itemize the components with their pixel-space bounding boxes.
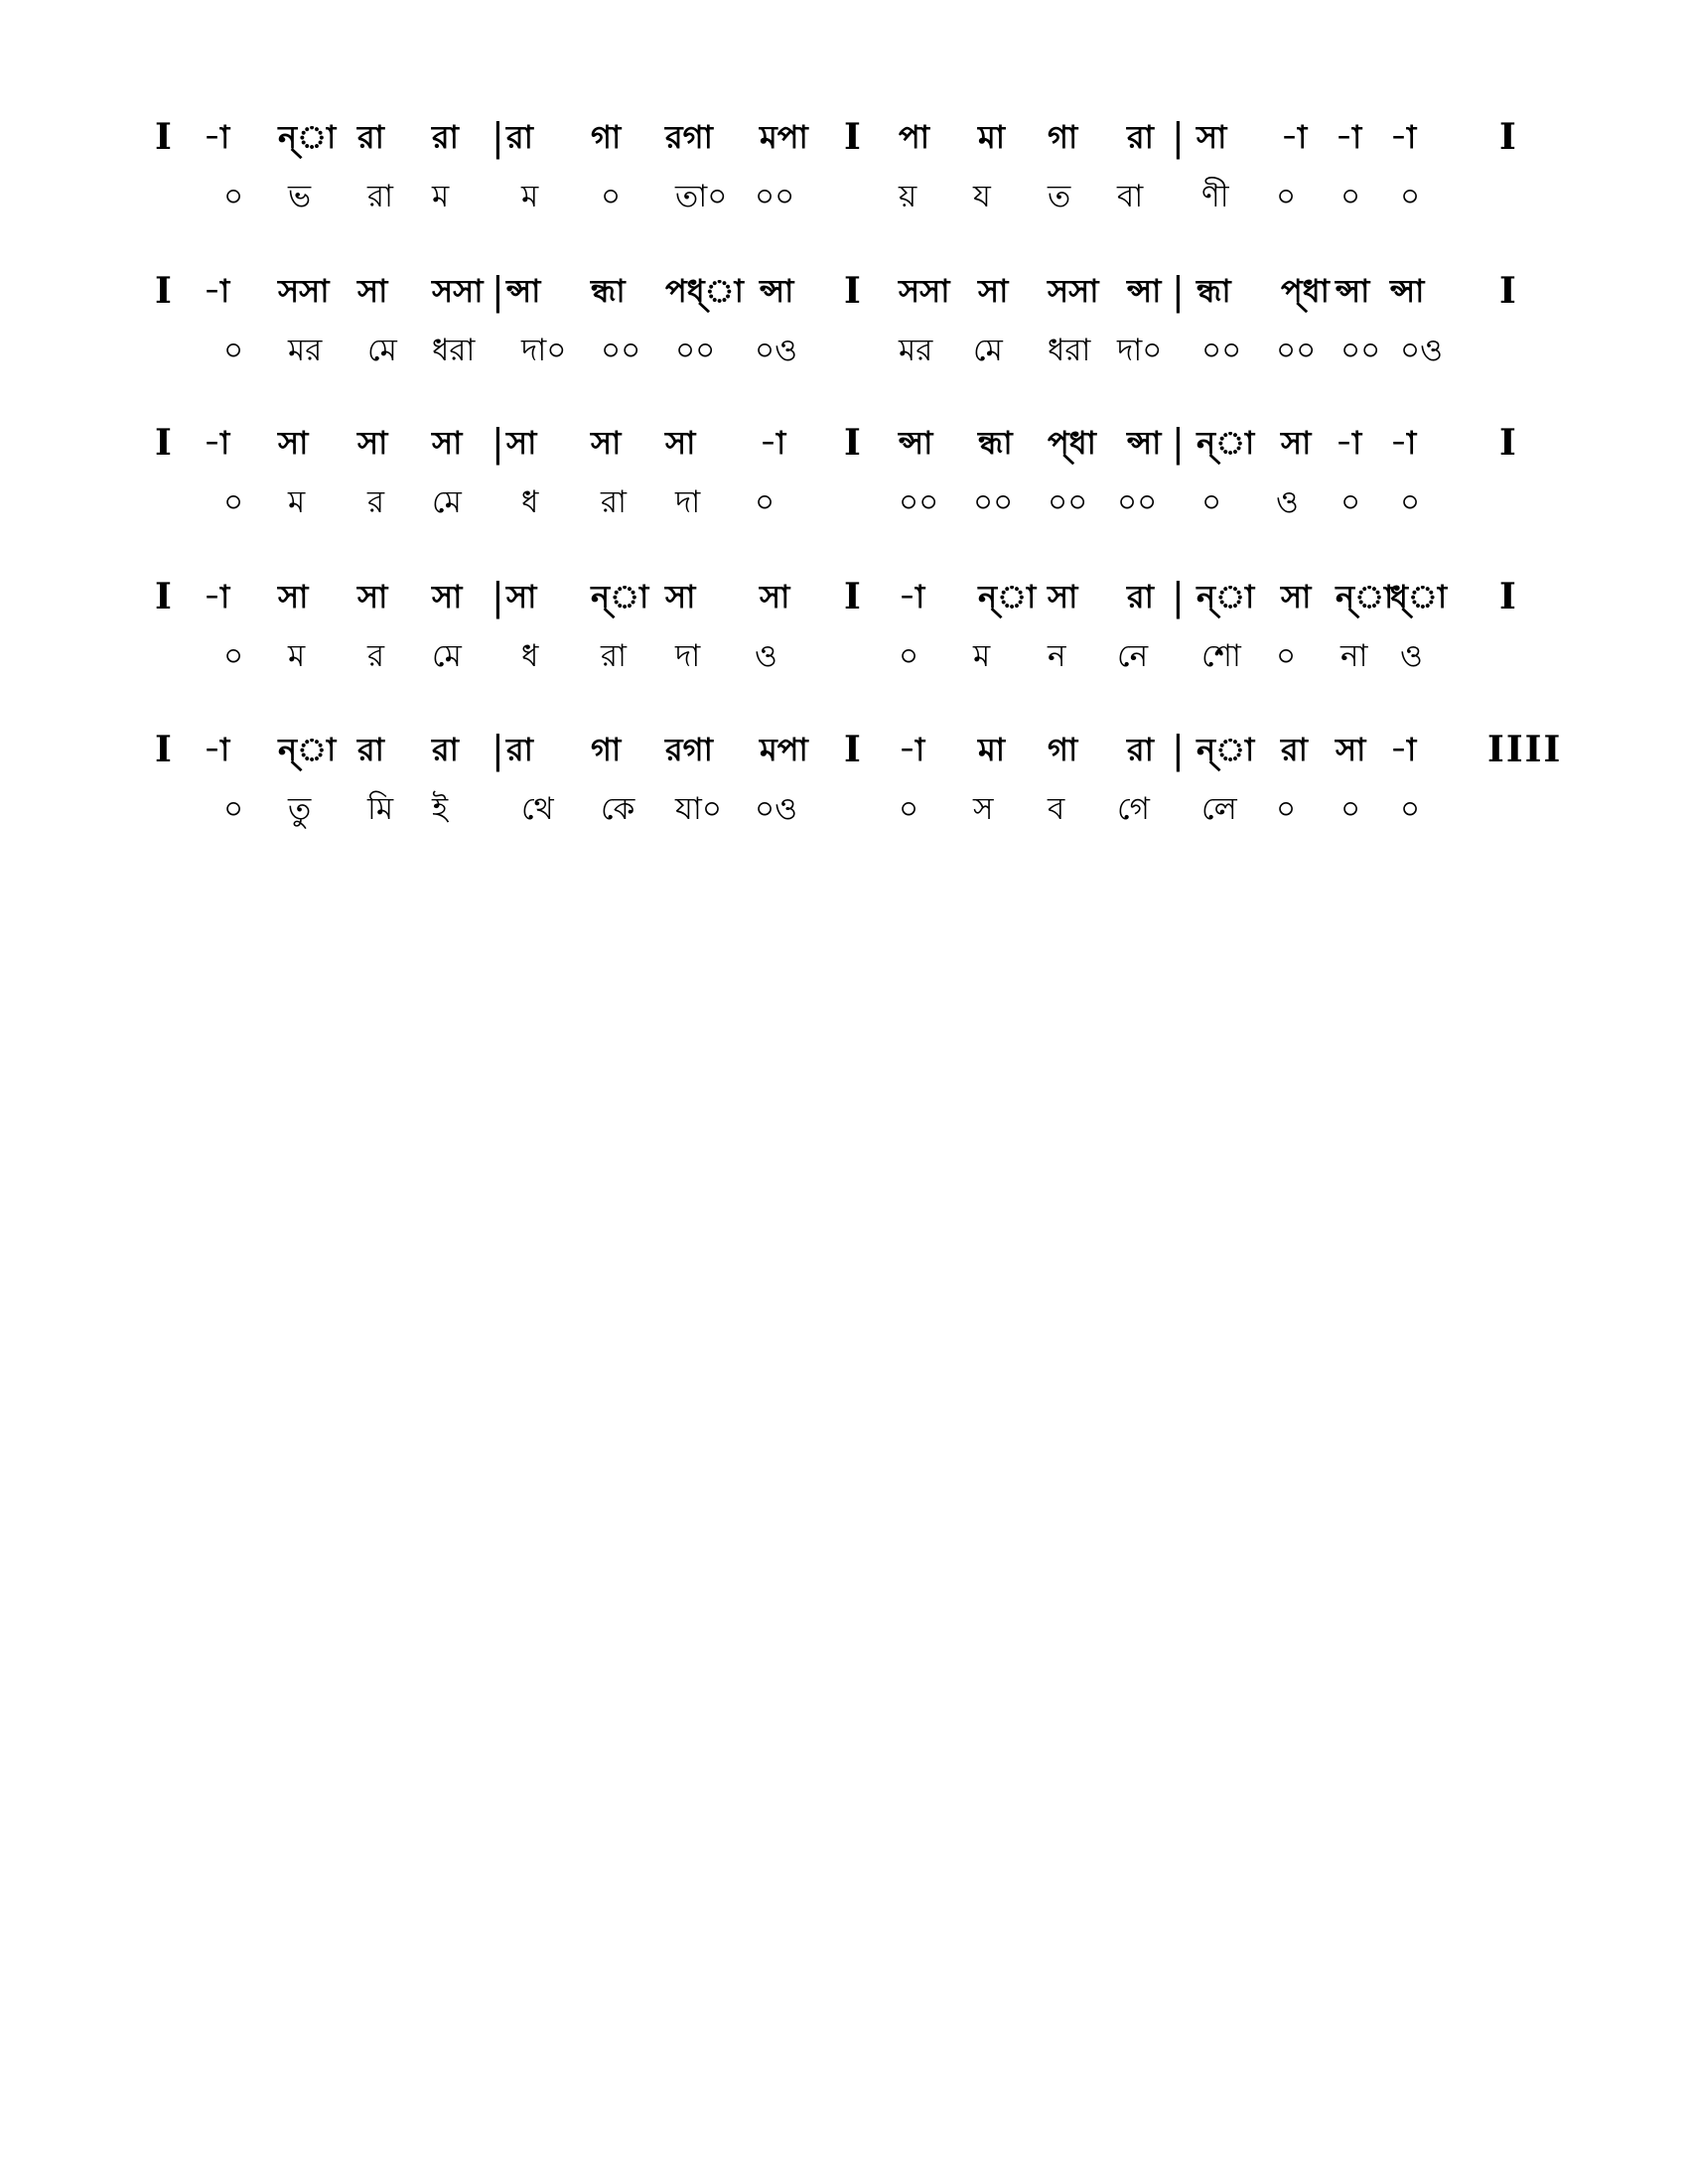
lyric-syllable: ই bbox=[432, 791, 449, 827]
notation-system-4 bbox=[149, 569, 1539, 698]
swara-note: -া bbox=[899, 578, 925, 615]
swara-note: রগা bbox=[665, 118, 713, 156]
swara-line bbox=[149, 415, 1539, 471]
swara-note: রা bbox=[1127, 731, 1154, 768]
lyric-syllable: কে bbox=[601, 791, 635, 827]
swara-note: সা bbox=[1281, 424, 1312, 462]
lyric-syllable: ন bbox=[1048, 638, 1066, 674]
notation-system-2 bbox=[149, 263, 1539, 392]
swara-note: -া bbox=[1390, 731, 1417, 768]
swara-note: -া bbox=[1390, 424, 1417, 462]
swara-note: ন্সা bbox=[1390, 272, 1425, 310]
swara-note: সা bbox=[760, 578, 790, 615]
swara-note: প্ধা bbox=[1281, 272, 1330, 310]
barline-beat: | bbox=[492, 575, 504, 618]
swara-note: ন্া bbox=[1196, 578, 1255, 615]
lyric-syllable: মে bbox=[973, 333, 1003, 368]
swara-note: সা bbox=[278, 578, 309, 615]
lyric-syllable: লে bbox=[1201, 791, 1237, 827]
lyric-line bbox=[149, 781, 1539, 837]
lyric-syllable: তা০ bbox=[675, 179, 728, 214]
swara-note: -া bbox=[204, 578, 230, 615]
lyric-syllable: ০০ bbox=[1117, 484, 1158, 520]
lyric-syllable: ০ bbox=[223, 638, 244, 674]
lyric-syllable: ০০ bbox=[755, 179, 795, 214]
swara-note: ন্সা bbox=[760, 272, 794, 310]
lyric-syllable: রা bbox=[601, 638, 628, 674]
barline-final: IIII bbox=[1487, 729, 1563, 770]
swara-note: সা bbox=[1336, 731, 1366, 768]
swara-note: ন্া bbox=[1196, 731, 1255, 768]
barline-start: I bbox=[155, 422, 172, 464]
swara-note: সা bbox=[432, 578, 463, 615]
barline-measure: I bbox=[844, 422, 861, 464]
swara-note: -া bbox=[204, 118, 230, 156]
lyric-syllable: র bbox=[367, 638, 385, 674]
swara-note: গা bbox=[1048, 731, 1078, 768]
lyric-syllable: ০ bbox=[1276, 791, 1297, 827]
lyric-syllable: ০০ bbox=[1201, 333, 1242, 368]
lyric-syllable: ধরা bbox=[432, 333, 476, 368]
barline-beat: | bbox=[1172, 115, 1185, 159]
swara-note: রা bbox=[1281, 731, 1308, 768]
swara-note: ন্া bbox=[1336, 578, 1394, 615]
lyric-syllable: দা০ bbox=[1117, 333, 1163, 368]
swara-note: সা bbox=[591, 424, 622, 462]
lyric-syllable: য bbox=[973, 179, 991, 214]
swara-note: সা bbox=[357, 578, 388, 615]
lyric-syllable: নে bbox=[1117, 638, 1149, 674]
lyric-syllable: ভ bbox=[288, 179, 312, 214]
swara-note: সসা bbox=[1048, 272, 1099, 310]
swara-note: সা bbox=[278, 424, 309, 462]
lyric-syllable: শো bbox=[1201, 638, 1241, 674]
swara-note: রা bbox=[432, 118, 459, 156]
swara-note: ন্সা bbox=[1127, 424, 1162, 462]
lyric-syllable: ০০ bbox=[973, 484, 1014, 520]
lyric-syllable: দা bbox=[675, 484, 701, 520]
swara-line bbox=[149, 109, 1539, 165]
lyric-syllable: রা bbox=[367, 179, 394, 214]
barline-beat: | bbox=[1172, 421, 1185, 465]
swara-note: সা bbox=[506, 578, 537, 615]
swara-note: সা bbox=[1196, 118, 1227, 156]
swara-note: রগা bbox=[665, 731, 713, 768]
swara-note: সসা bbox=[278, 272, 330, 310]
lyric-syllable: ম bbox=[521, 179, 539, 214]
swara-note: সা bbox=[432, 424, 463, 462]
swara-note: মা bbox=[978, 118, 1006, 156]
barline-measure: I bbox=[844, 270, 861, 312]
swara-note: সা bbox=[665, 424, 696, 462]
lyric-syllable: রা bbox=[601, 484, 628, 520]
lyric-syllable: ০ bbox=[1340, 179, 1361, 214]
swara-note: ন্া bbox=[591, 578, 649, 615]
swara-note: -া bbox=[204, 424, 230, 462]
swara-note: পধ্া bbox=[665, 272, 744, 310]
lyric-syllable: ধ bbox=[521, 638, 539, 674]
swara-note: মা bbox=[978, 731, 1006, 768]
barline-end: I bbox=[1499, 116, 1516, 158]
swara-note: -া bbox=[204, 731, 230, 768]
notation-system-5 bbox=[149, 722, 1563, 851]
lyric-syllable: ত bbox=[1048, 179, 1071, 214]
lyric-syllable: ব bbox=[1048, 791, 1065, 827]
barline-beat: | bbox=[1172, 575, 1185, 618]
lyric-syllable: মি bbox=[367, 791, 394, 827]
barline-end: I bbox=[1499, 422, 1516, 464]
swara-note: রা bbox=[506, 731, 533, 768]
swara-note: সসা bbox=[899, 272, 950, 310]
swara-note: ন্া bbox=[278, 731, 337, 768]
lyric-syllable: ম bbox=[432, 179, 450, 214]
barline-measure: I bbox=[844, 576, 861, 617]
swara-note: সা bbox=[357, 272, 388, 310]
swara-note: ন্সা bbox=[1336, 272, 1370, 310]
lyric-syllable: মর bbox=[899, 333, 933, 368]
lyric-syllable: ০ bbox=[1276, 638, 1297, 674]
lyric-syllable: ০ bbox=[601, 179, 622, 214]
swara-note: ন্সা bbox=[506, 272, 541, 310]
lyric-syllable: মে bbox=[432, 484, 462, 520]
lyric-syllable: মে bbox=[432, 638, 462, 674]
swara-note: রা bbox=[357, 118, 384, 156]
swara-note: -া bbox=[1390, 118, 1417, 156]
lyric-syllable: ০ bbox=[223, 791, 244, 827]
swara-note: ন্সা bbox=[899, 424, 933, 462]
swara-note: -া bbox=[899, 731, 925, 768]
barline-measure: I bbox=[844, 729, 861, 770]
barline-beat: | bbox=[492, 269, 504, 313]
swara-note: সা bbox=[1048, 578, 1078, 615]
lyric-syllable: ০০ bbox=[1276, 333, 1317, 368]
swara-note: রা bbox=[357, 731, 384, 768]
lyric-syllable: ০ bbox=[755, 484, 775, 520]
lyric-syllable: ০ bbox=[899, 638, 919, 674]
swara-note: -া bbox=[1281, 118, 1308, 156]
lyric-syllable: ০ও bbox=[755, 333, 797, 368]
lyric-syllable: যা০ bbox=[675, 791, 723, 827]
lyric-syllable: ও bbox=[1400, 638, 1423, 674]
swara-note: ন্া bbox=[978, 578, 1037, 615]
lyric-syllable: ধ bbox=[521, 484, 539, 520]
swara-note: -া bbox=[760, 424, 786, 462]
swara-line bbox=[149, 722, 1563, 777]
lyric-syllable: ০০ bbox=[675, 333, 716, 368]
lyric-syllable: না bbox=[1340, 638, 1368, 674]
swara-note: গা bbox=[591, 731, 622, 768]
barline-beat: | bbox=[492, 421, 504, 465]
swara-note: রা bbox=[432, 731, 459, 768]
swara-note: -া bbox=[1336, 424, 1362, 462]
swara-note: -া bbox=[204, 272, 230, 310]
lyric-syllable: ০ bbox=[1400, 791, 1421, 827]
lyric-line bbox=[149, 475, 1539, 530]
swara-note: সা bbox=[665, 578, 696, 615]
lyric-syllable: বা bbox=[1117, 179, 1144, 214]
barline-beat: | bbox=[1172, 728, 1185, 771]
lyric-syllable: ও bbox=[1276, 484, 1299, 520]
barline-beat: | bbox=[1172, 269, 1185, 313]
lyric-syllable: ০ bbox=[1201, 484, 1222, 520]
lyric-syllable: ০ bbox=[1340, 791, 1361, 827]
notation-system-3 bbox=[149, 415, 1539, 544]
lyric-syllable: ০০ bbox=[1340, 333, 1381, 368]
swara-note: মপা bbox=[760, 118, 808, 156]
lyric-syllable: ম bbox=[288, 484, 306, 520]
swara-note: -া bbox=[1336, 118, 1362, 156]
lyric-syllable: দা bbox=[675, 638, 701, 674]
barline-start: I bbox=[155, 116, 172, 158]
swara-note: সা bbox=[357, 424, 388, 462]
swara-note: মপা bbox=[760, 731, 808, 768]
notation-system-1 bbox=[149, 109, 1539, 238]
barline-end: I bbox=[1499, 270, 1516, 312]
swara-note: সা bbox=[978, 272, 1009, 310]
lyric-syllable: য় bbox=[899, 179, 917, 214]
lyric-syllable: স bbox=[973, 791, 994, 827]
lyric-syllable: মর bbox=[288, 333, 323, 368]
swara-note: সা bbox=[506, 424, 537, 462]
swara-note: প্ধা bbox=[1048, 424, 1096, 462]
lyric-syllable: ০ bbox=[223, 484, 244, 520]
lyric-syllable: ০ bbox=[899, 791, 919, 827]
swara-line bbox=[149, 263, 1539, 319]
barline-end: I bbox=[1499, 576, 1516, 617]
lyric-syllable: ০ bbox=[1276, 179, 1297, 214]
barline-beat: | bbox=[492, 728, 504, 771]
swara-note: ন্ধা bbox=[591, 272, 626, 310]
barline-start: I bbox=[155, 270, 172, 312]
lyric-syllable: ০ bbox=[1340, 484, 1361, 520]
barline-beat: | bbox=[492, 115, 504, 159]
lyric-syllable: তু bbox=[288, 791, 312, 827]
swara-line bbox=[149, 569, 1539, 624]
swara-note: পা bbox=[899, 118, 930, 156]
lyric-syllable: ধরা bbox=[1048, 333, 1091, 368]
swara-note: ধ্া bbox=[1390, 578, 1448, 615]
lyric-syllable: ০০ bbox=[1048, 484, 1088, 520]
barline-start: I bbox=[155, 576, 172, 617]
swara-note: সা bbox=[1281, 578, 1312, 615]
lyric-syllable: ম bbox=[973, 638, 991, 674]
swara-note: ন্ধা bbox=[1196, 272, 1231, 310]
lyric-syllable: থে bbox=[521, 791, 554, 827]
lyric-syllable: ০ও bbox=[1400, 333, 1443, 368]
lyric-line bbox=[149, 628, 1539, 684]
barline-measure: I bbox=[844, 116, 861, 158]
swara-note: রা bbox=[1127, 118, 1154, 156]
lyric-line bbox=[149, 323, 1539, 378]
lyric-syllable: ০০ bbox=[601, 333, 641, 368]
lyric-syllable: মে bbox=[367, 333, 397, 368]
lyric-syllable: ০ bbox=[223, 179, 244, 214]
lyric-syllable: গে bbox=[1117, 791, 1150, 827]
swara-note: সসা bbox=[432, 272, 484, 310]
swara-note: রা bbox=[1127, 578, 1154, 615]
lyric-syllable: ০ bbox=[223, 333, 244, 368]
barline-start: I bbox=[155, 729, 172, 770]
lyric-syllable: ণী bbox=[1201, 179, 1229, 214]
swara-note: রা bbox=[506, 118, 533, 156]
swara-note: ন্া bbox=[278, 118, 337, 156]
lyric-syllable: র bbox=[367, 484, 385, 520]
swara-note: ন্া bbox=[1196, 424, 1255, 462]
swara-note: গা bbox=[1048, 118, 1078, 156]
lyric-syllable: ০ bbox=[1400, 179, 1421, 214]
lyric-line bbox=[149, 169, 1539, 224]
swara-note: ন্ধা bbox=[978, 424, 1013, 462]
swara-note: ন্সা bbox=[1127, 272, 1162, 310]
lyric-syllable: ম bbox=[288, 638, 306, 674]
swara-note: গা bbox=[591, 118, 622, 156]
lyric-syllable: ০ bbox=[1400, 484, 1421, 520]
lyric-syllable: ০ও bbox=[755, 791, 797, 827]
lyric-syllable: দা০ bbox=[521, 333, 567, 368]
lyric-syllable: ০০ bbox=[899, 484, 939, 520]
lyric-syllable: ও bbox=[755, 638, 777, 674]
